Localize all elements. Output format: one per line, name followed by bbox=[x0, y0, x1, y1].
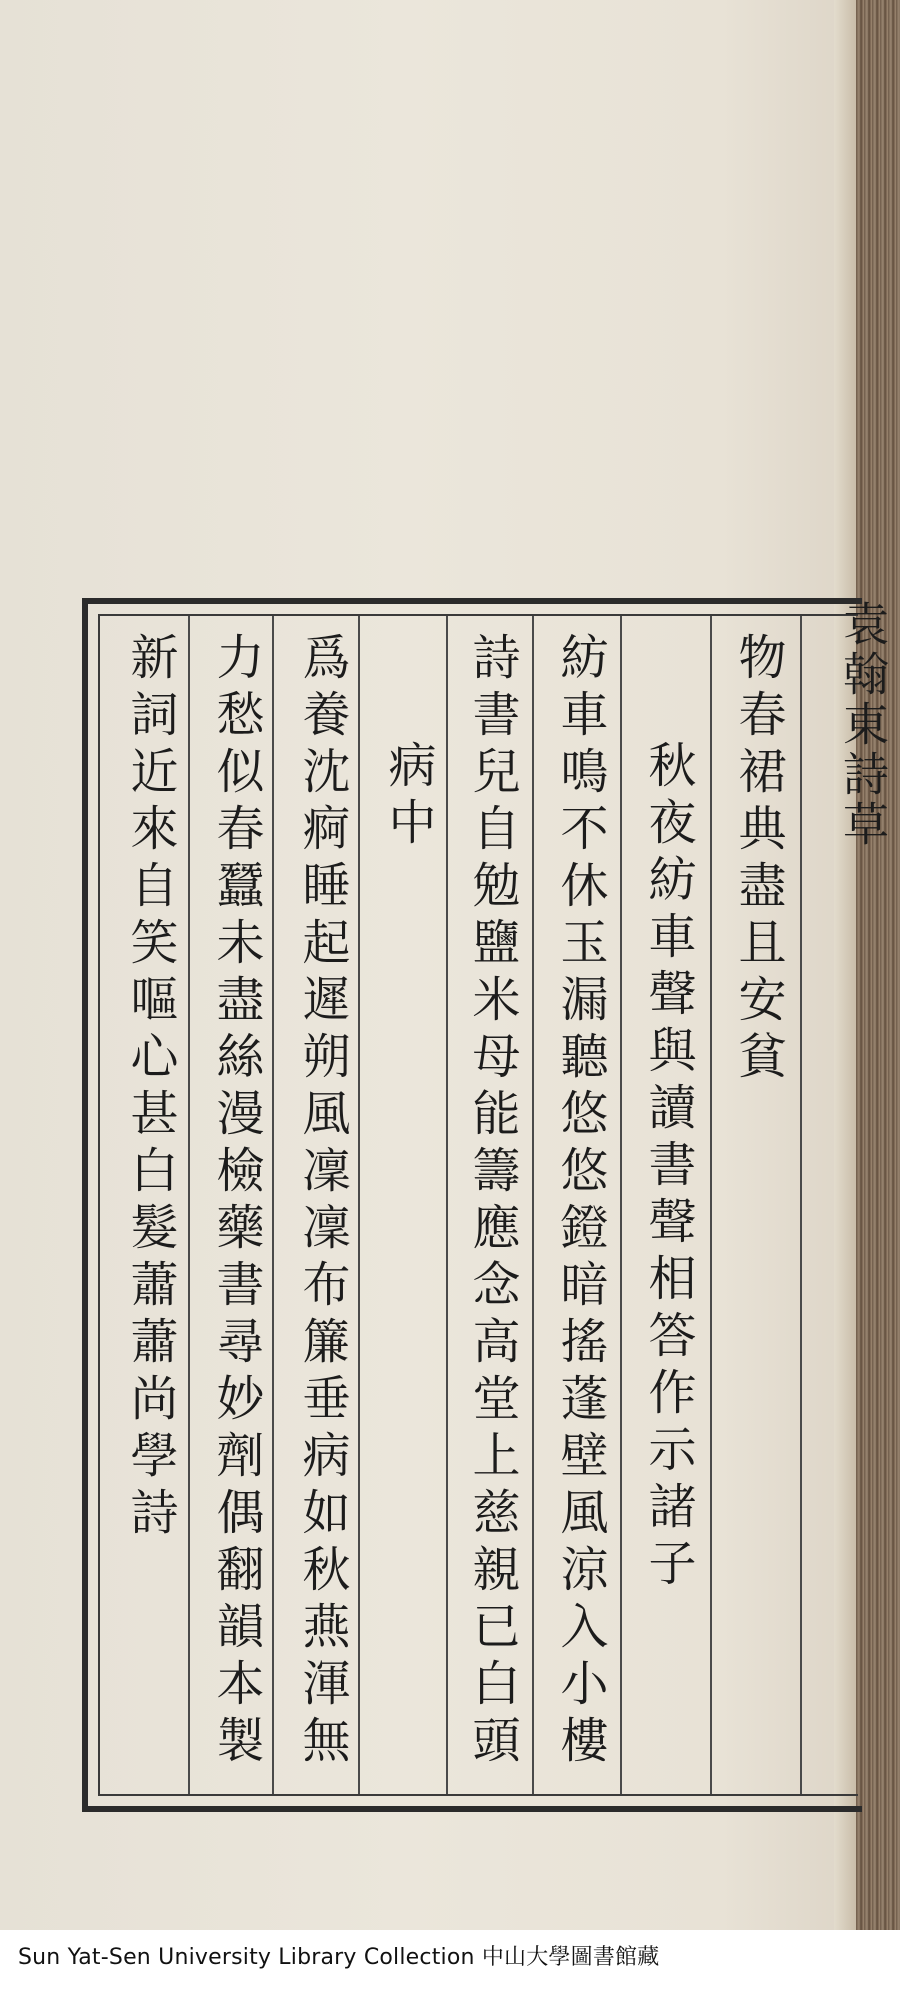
column-rule bbox=[532, 616, 534, 1794]
column-rule bbox=[358, 616, 360, 1794]
text-column-8: 新詞近來自笑嘔心甚白髮蕭蕭尚學詩 bbox=[122, 632, 178, 1544]
column-rule bbox=[710, 616, 712, 1794]
text-column-7: 力愁似春蠶未盡絲漫檢藥書尋妙劑偶翻韻本製 bbox=[208, 632, 264, 1772]
column-rule bbox=[272, 616, 274, 1794]
text-column-5-heading: 病中 bbox=[380, 740, 436, 854]
library-caption: Sun Yat-Sen University Library Collection 中山大學圖書館藏 bbox=[18, 1945, 660, 1970]
column-rule bbox=[446, 616, 448, 1794]
running-head: 袁翰東詩草 bbox=[836, 600, 890, 850]
text-column-4: 詩書兒自勉鹽米母能籌應念高堂上慈親已白頭 bbox=[464, 632, 520, 1772]
text-column-2: 秋夜紡車聲與讀書聲相答作示諸子 bbox=[640, 740, 696, 1595]
column-rule bbox=[800, 616, 802, 1794]
column-rule bbox=[188, 616, 190, 1794]
column-rule bbox=[620, 616, 622, 1794]
text-column-6: 爲養沈痾睡起遲朔風凜凜布簾垂病如秋燕渾無 bbox=[294, 632, 350, 1772]
text-column-1: 物春裙典盡且安貧 bbox=[730, 632, 786, 1088]
text-column-3: 紡車鳴不休玉漏聽悠悠鐙暗搖蓬壁風涼入小樓 bbox=[552, 632, 608, 1772]
book-page-edges bbox=[856, 0, 900, 1930]
